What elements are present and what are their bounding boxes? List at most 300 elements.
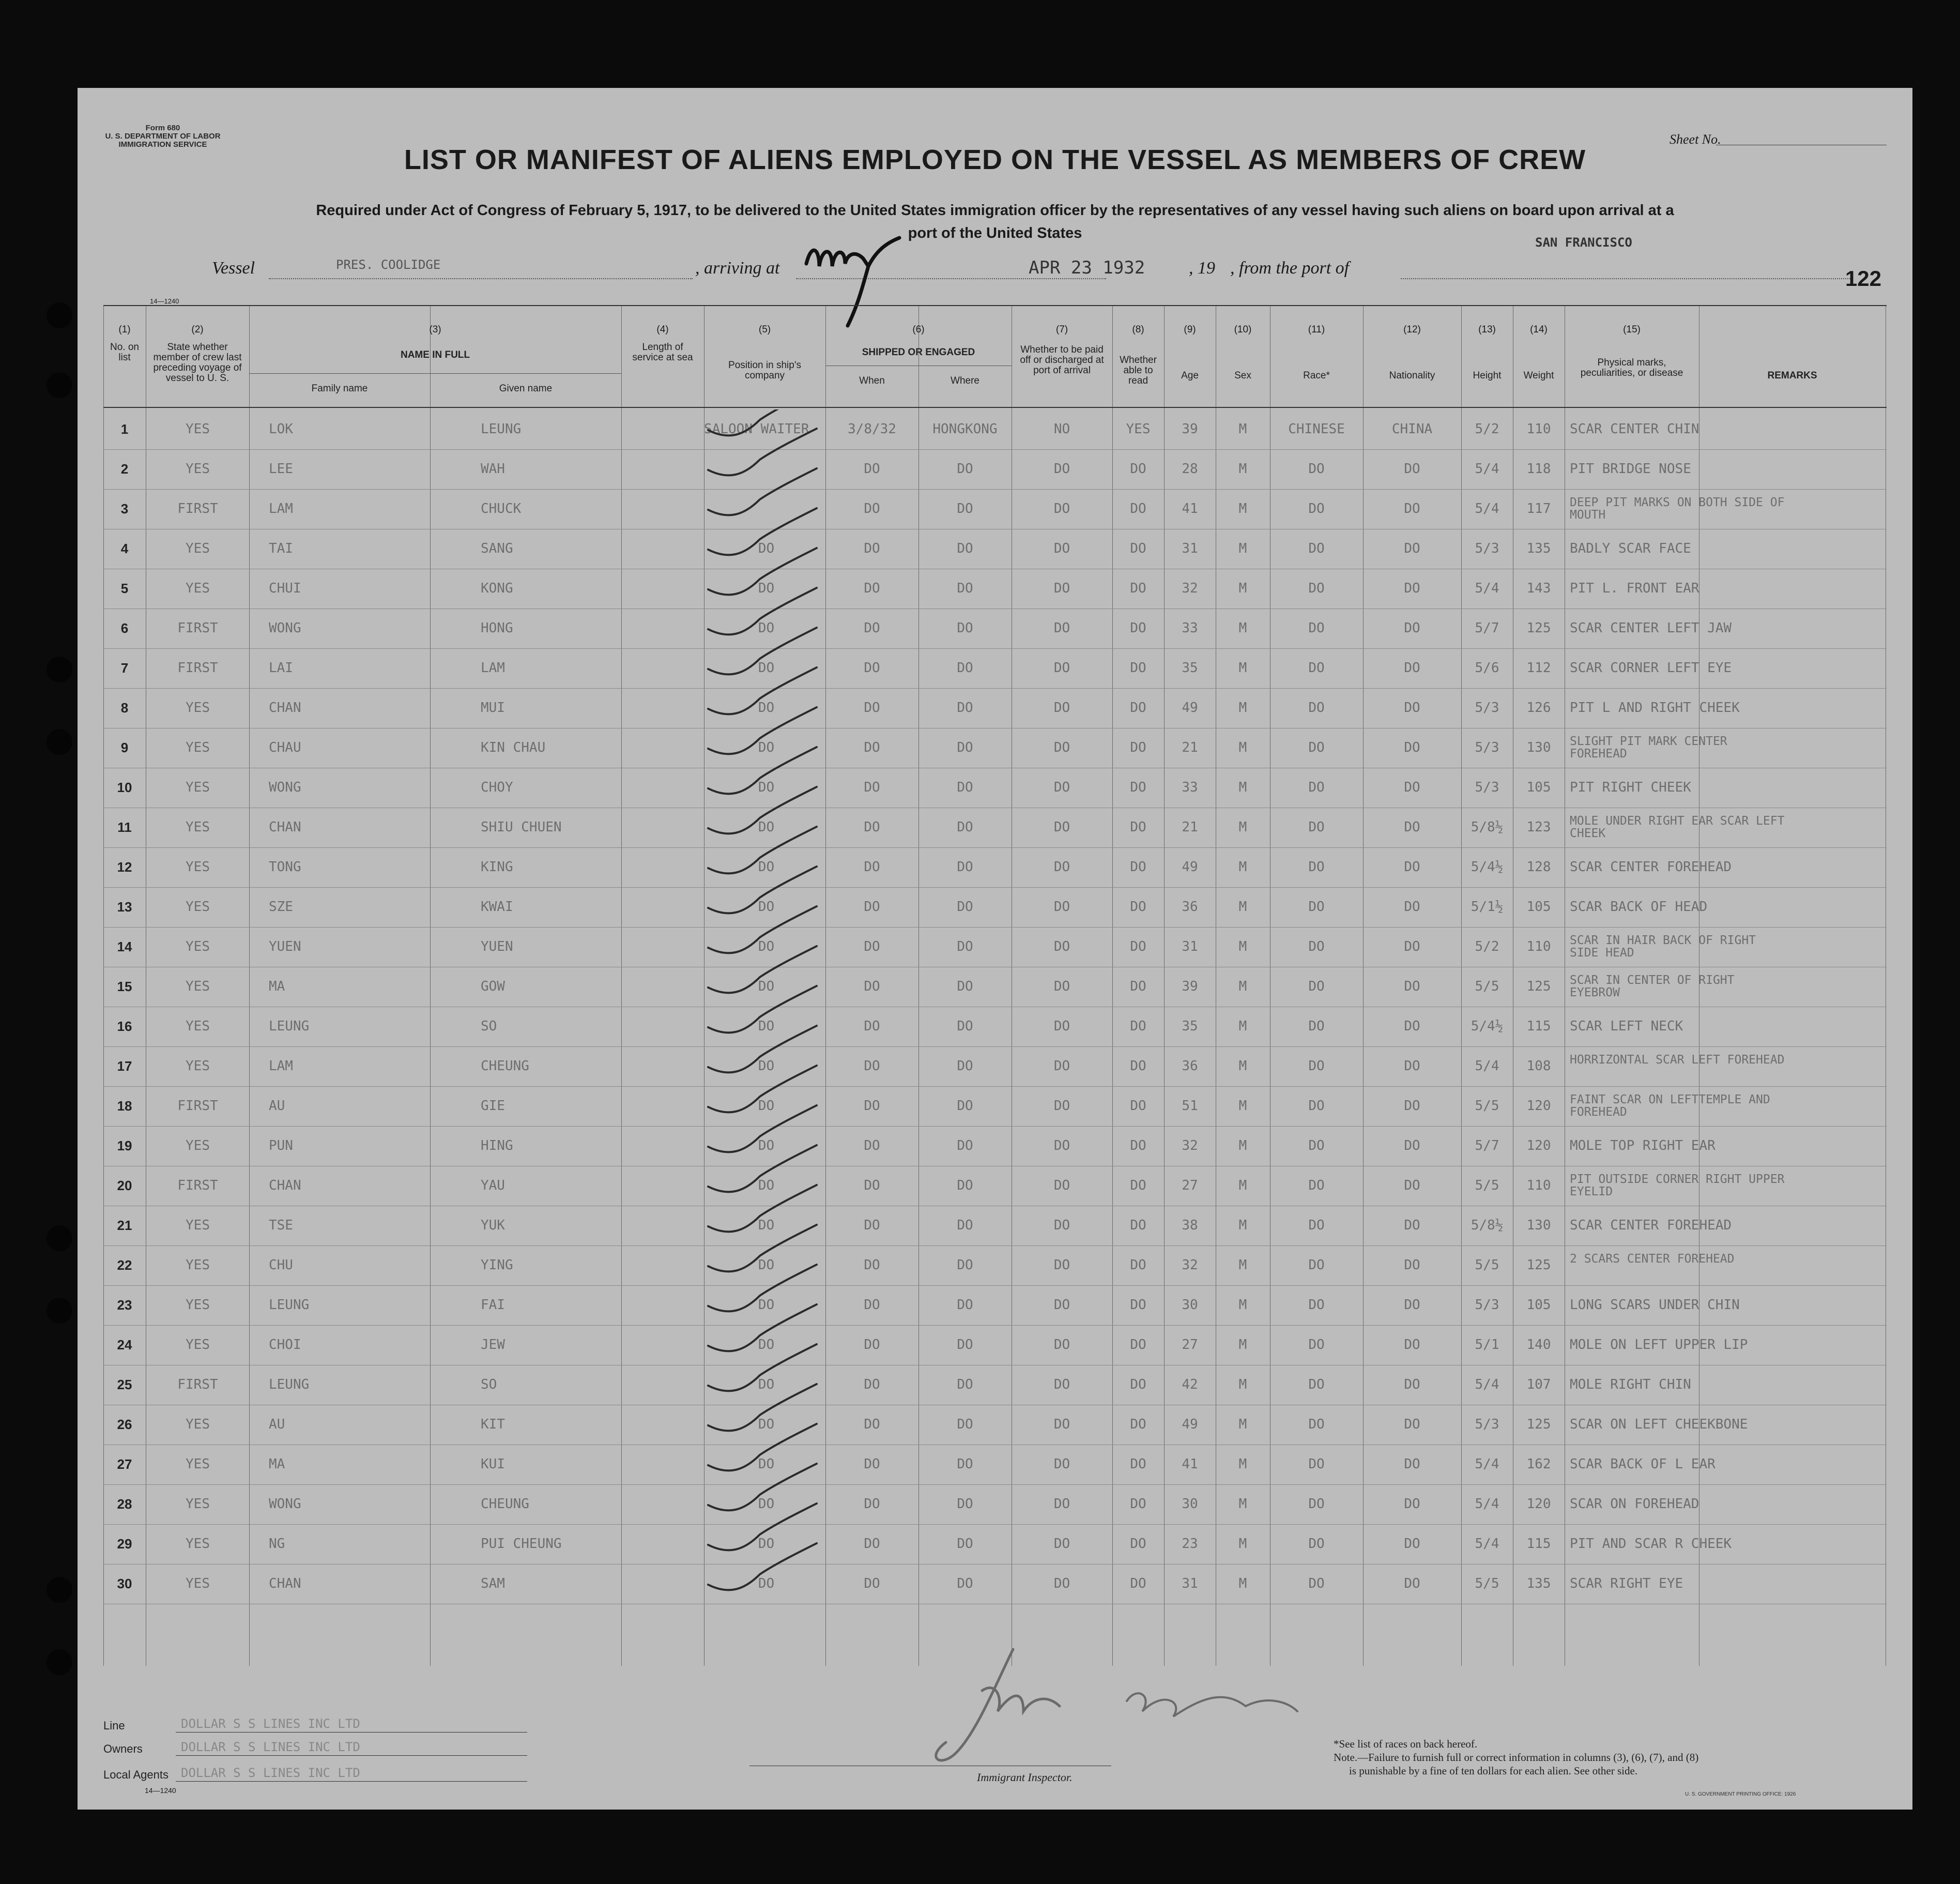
year-label: , 19 — [1189, 259, 1215, 278]
shipped-when: DO — [864, 1576, 880, 1591]
shipped-where: DO — [957, 620, 973, 636]
able-to-read: DO — [1130, 1337, 1146, 1353]
table-row — [103, 1405, 1887, 1445]
able-to-read: DO — [1130, 1377, 1146, 1392]
table-row — [103, 409, 1887, 450]
height: 5/6 — [1475, 660, 1499, 676]
shipped-when: DO — [864, 620, 880, 636]
paid-off: DO — [1053, 1297, 1070, 1313]
position: DO — [758, 979, 775, 994]
col-num-10: (10) — [1234, 324, 1252, 335]
position: DO — [758, 939, 775, 954]
given-name: HONG — [481, 620, 513, 636]
shipped-when: DO — [864, 1496, 880, 1512]
race: DO — [1308, 1297, 1325, 1313]
able-to-read: DO — [1130, 541, 1146, 556]
binder-hole — [47, 729, 72, 755]
previous-voyage: YES — [186, 581, 210, 596]
shipped-where: DO — [957, 501, 973, 516]
race: DO — [1308, 859, 1325, 875]
nationality: DO — [1404, 1178, 1420, 1193]
agents-form-code: 14—1240 — [145, 1786, 176, 1795]
check-marks — [698, 409, 843, 1609]
row-number: 17 — [117, 1058, 132, 1074]
family-name: CHOI — [269, 1337, 301, 1353]
shipped-when: DO — [864, 1257, 880, 1273]
col-num-3: (3) — [429, 324, 441, 335]
paid-off: DO — [1053, 620, 1070, 636]
vessel-field — [269, 278, 693, 279]
shipped-where: DO — [957, 541, 973, 556]
position: DO — [758, 1417, 775, 1432]
physical-marks: SLIGHT PIT MARK CENTER FOREHEAD — [1570, 735, 1727, 761]
table-row — [103, 1325, 1887, 1365]
col-head-height: Height — [1473, 370, 1502, 381]
col-head-name: NAME IN FULL — [400, 350, 470, 360]
age: 32 — [1182, 1257, 1198, 1273]
shipped-when: DO — [864, 1337, 880, 1353]
col-head-where: Where — [951, 375, 979, 386]
table-row — [103, 1564, 1887, 1604]
line-value: DOLLAR S S LINES INC LTD — [181, 1716, 360, 1731]
given-name: KUI — [481, 1456, 505, 1472]
physical-marks: MOLE UNDER RIGHT EAR SCAR LEFT CHEEK — [1570, 814, 1785, 840]
family-name: TAI — [269, 541, 293, 556]
col-num-6: (6) — [912, 324, 925, 335]
able-to-read: DO — [1130, 1218, 1146, 1233]
family-name: WONG — [269, 1496, 301, 1512]
race: DO — [1308, 1178, 1325, 1193]
previous-voyage: YES — [186, 780, 210, 795]
given-name: SO — [481, 1377, 497, 1392]
weight: 120 — [1526, 1496, 1551, 1512]
shipped-when: DO — [864, 1019, 880, 1034]
age: 42 — [1182, 1377, 1198, 1392]
weight: 112 — [1526, 660, 1551, 676]
sex: M — [1238, 899, 1247, 915]
previous-voyage: YES — [186, 1337, 210, 1353]
binder-hole — [47, 1577, 72, 1603]
note-fine-2: is punishable by a fine of ten dollars for each alien. See other side. — [1349, 1765, 1638, 1777]
row-number: 4 — [120, 541, 129, 556]
age: 32 — [1182, 1138, 1198, 1153]
nationality: DO — [1404, 1337, 1420, 1353]
sex: M — [1238, 1496, 1247, 1512]
height: 5/4 — [1475, 1058, 1499, 1074]
able-to-read: DO — [1130, 979, 1146, 994]
position: DO — [758, 1496, 775, 1512]
family-name: MA — [269, 979, 285, 994]
position: DO — [758, 1377, 775, 1392]
table-row — [103, 847, 1887, 888]
given-name: SHIU CHUEN — [481, 819, 562, 835]
position: DO — [758, 1536, 775, 1552]
race: DO — [1308, 1337, 1325, 1353]
physical-marks: PIT OUTSIDE CORNER RIGHT UPPER EYELID — [1570, 1173, 1785, 1198]
shipped-when: DO — [864, 1138, 880, 1153]
given-name: CHEUNG — [481, 1058, 529, 1074]
shipped-where: DO — [957, 1098, 973, 1114]
height: 5/3 — [1475, 541, 1499, 556]
given-name: YAU — [481, 1178, 505, 1193]
nationality: DO — [1404, 1496, 1420, 1512]
weight: 123 — [1526, 819, 1551, 835]
height: 5/4 — [1475, 461, 1499, 477]
col-num-11: (11) — [1308, 324, 1325, 335]
shipped-where: DO — [957, 1337, 973, 1353]
table-row — [103, 967, 1887, 1007]
col-head-position: Position in ship's company — [728, 360, 801, 381]
given-name: YUEN — [481, 939, 513, 954]
height: 5/5 — [1475, 1257, 1499, 1273]
position: DO — [758, 859, 775, 875]
weight: 140 — [1526, 1337, 1551, 1353]
sex: M — [1238, 1456, 1247, 1472]
physical-marks: PIT L AND RIGHT CHEEK — [1570, 700, 1740, 716]
row-number: 6 — [120, 620, 129, 636]
physical-marks: DEEP PIT MARKS ON BOTH SIDE OF MOUTH — [1570, 496, 1785, 522]
race: DO — [1308, 1218, 1325, 1233]
height: 5/4 — [1475, 581, 1499, 596]
able-to-read: DO — [1130, 700, 1146, 716]
sex: M — [1238, 1058, 1247, 1074]
sex: M — [1238, 660, 1247, 676]
previous-voyage: YES — [186, 461, 210, 477]
height: 5/8½ — [1471, 819, 1504, 835]
position: DO — [758, 1337, 775, 1353]
from-port-label: , from the port of — [1230, 259, 1350, 278]
row-number: 28 — [117, 1496, 132, 1512]
weight: 125 — [1526, 1417, 1551, 1432]
paid-off: DO — [1053, 859, 1070, 875]
col-num-4: (4) — [656, 324, 669, 335]
able-to-read: DO — [1130, 1098, 1146, 1114]
shipped-when: DO — [864, 581, 880, 596]
weight: 105 — [1526, 899, 1551, 915]
position: DO — [758, 541, 775, 556]
race: DO — [1308, 700, 1325, 716]
previous-voyage: FIRST — [177, 660, 218, 676]
sex: M — [1238, 501, 1247, 516]
race: DO — [1308, 939, 1325, 954]
shipped-when: DO — [864, 859, 880, 875]
family-name: LAM — [269, 501, 293, 516]
weight: 135 — [1526, 541, 1551, 556]
given-name: FAI — [481, 1297, 505, 1313]
shipped-where: DO — [957, 1218, 973, 1233]
row-number: 24 — [117, 1337, 132, 1353]
header-bottom-rule — [103, 407, 1887, 408]
family-name: MA — [269, 1456, 285, 1472]
table-row — [103, 1484, 1887, 1525]
height: 5/4 — [1475, 1377, 1499, 1392]
position: DO — [758, 819, 775, 835]
col-head-no: No. on list — [110, 342, 139, 363]
col-head-length-service: Length of service at sea — [632, 342, 693, 363]
height: 5/1 — [1475, 1337, 1499, 1353]
position: DO — [758, 1576, 775, 1591]
col-head-given-name: Given name — [499, 383, 553, 394]
race: DO — [1308, 541, 1325, 556]
row-number: 30 — [117, 1576, 132, 1591]
table-row — [103, 1007, 1887, 1047]
paid-off: DO — [1053, 700, 1070, 716]
shipped-where: DO — [957, 899, 973, 915]
shipped-where: DO — [957, 660, 973, 676]
able-to-read: DO — [1130, 859, 1146, 875]
sex: M — [1238, 620, 1247, 636]
row-number: 2 — [120, 461, 129, 477]
nationality: DO — [1404, 461, 1420, 477]
previous-voyage: FIRST — [177, 1098, 218, 1114]
table-row — [103, 1166, 1887, 1206]
shipped-when: DO — [864, 1377, 880, 1392]
weight: 107 — [1526, 1377, 1551, 1392]
family-name: LAI — [269, 660, 293, 676]
agents-value: DOLLAR S S LINES INC LTD — [181, 1766, 360, 1780]
given-name: CHOY — [481, 780, 513, 795]
weight: 143 — [1526, 581, 1551, 596]
given-name: CHEUNG — [481, 1496, 529, 1512]
nationality: DO — [1404, 1257, 1420, 1273]
shipped-when: DO — [864, 1058, 880, 1074]
row-number: 5 — [120, 581, 129, 596]
table-row — [103, 569, 1887, 609]
shipped-where: DO — [957, 1257, 973, 1273]
weight: 110 — [1526, 1178, 1551, 1193]
race: DO — [1308, 1456, 1325, 1472]
sex: M — [1238, 700, 1247, 716]
previous-voyage: YES — [186, 541, 210, 556]
race: DO — [1308, 1536, 1325, 1552]
age: 27 — [1182, 1337, 1198, 1353]
vessel-name: PRES. COOLIDGE — [336, 257, 441, 272]
shipped-when: DO — [864, 1297, 880, 1313]
row-number: 11 — [117, 819, 132, 835]
port-field — [1401, 278, 1850, 279]
table-row — [103, 927, 1887, 967]
given-name: KIN CHAU — [481, 740, 546, 755]
physical-marks: PIT BRIDGE NOSE — [1570, 461, 1691, 477]
check-mark — [708, 409, 817, 435]
shipped-when: DO — [864, 939, 880, 954]
weight: 108 — [1526, 1058, 1551, 1074]
family-name: CHU — [269, 1257, 293, 1273]
paid-off: DO — [1053, 899, 1070, 915]
col-num-13: (13) — [1478, 324, 1496, 335]
family-name: PUN — [269, 1138, 293, 1153]
paid-off: DO — [1053, 581, 1070, 596]
row-number: 3 — [120, 501, 129, 516]
physical-marks: HORRIZONTAL SCAR LEFT FOREHEAD — [1570, 1053, 1785, 1067]
binder-hole — [47, 1298, 72, 1324]
row-number: 9 — [120, 740, 129, 755]
col-num-14: (14) — [1530, 324, 1548, 335]
race: DO — [1308, 979, 1325, 994]
nationality: DO — [1404, 1098, 1420, 1114]
paid-off: DO — [1053, 461, 1070, 477]
sex: M — [1238, 979, 1247, 994]
subtitle-line-2: port of the United States — [908, 225, 1082, 241]
paid-off: DO — [1053, 1257, 1070, 1273]
table-row — [103, 1206, 1887, 1246]
service-name: IMMIGRATION SERVICE — [118, 140, 207, 149]
col-num-15: (15) — [1623, 324, 1641, 335]
note-races: *See list of races on back hereof. — [1334, 1738, 1478, 1750]
position: DO — [758, 899, 775, 915]
age: 27 — [1182, 1178, 1198, 1193]
shipped-where: DO — [957, 1058, 973, 1074]
age: 30 — [1182, 1297, 1198, 1313]
shipped-when: DO — [864, 780, 880, 795]
nationality: DO — [1404, 1576, 1420, 1591]
weight: 110 — [1526, 421, 1551, 437]
previous-voyage: FIRST — [177, 620, 218, 636]
previous-voyage: YES — [186, 1456, 210, 1472]
col-head-nationality: Nationality — [1389, 370, 1435, 381]
table-row — [103, 1245, 1887, 1286]
physical-marks: PIT AND SCAR R CHEEK — [1570, 1536, 1732, 1552]
page-subtitle — [78, 199, 1912, 245]
col-head-shipped: SHIPPED OR ENGAGED — [862, 347, 975, 358]
age: 39 — [1182, 421, 1198, 437]
col-head-remarks: REMARKS — [1767, 370, 1817, 381]
paid-off: DO — [1053, 1098, 1070, 1114]
form-code: 14—1240 — [150, 297, 179, 305]
able-to-read: DO — [1130, 780, 1146, 795]
paid-off: DO — [1053, 819, 1070, 835]
shipped-where: DO — [957, 819, 973, 835]
position: DO — [758, 700, 775, 716]
shipped-when: DO — [864, 660, 880, 676]
owners-field — [176, 1755, 527, 1756]
row-number: 22 — [117, 1257, 132, 1273]
family-name: LEE — [269, 461, 293, 477]
weight: 110 — [1526, 939, 1551, 954]
family-name: WONG — [269, 780, 301, 795]
note-fine-1: Note.—Failure to furnish full or correct information in columns (3), (6), (7), and (8) — [1334, 1751, 1699, 1764]
shipped-where: DO — [957, 740, 973, 755]
age: 33 — [1182, 620, 1198, 636]
printing-office: U. S. GOVERNMENT PRINTING OFFICE: 1926 — [1685, 1791, 1796, 1797]
race: CHINESE — [1288, 421, 1345, 437]
height: 5/3 — [1475, 1417, 1499, 1432]
row-number: 1 — [120, 421, 129, 437]
sex: M — [1238, 1019, 1247, 1034]
shipped-when: DO — [864, 1536, 880, 1552]
race: DO — [1308, 899, 1325, 915]
height: 5/7 — [1475, 620, 1499, 636]
physical-marks: SCAR LEFT NECK — [1570, 1019, 1683, 1034]
given-name: PUI CHEUNG — [481, 1536, 562, 1552]
nationality: DO — [1404, 1536, 1420, 1552]
weight: 115 — [1526, 1019, 1551, 1034]
previous-voyage: FIRST — [177, 1377, 218, 1392]
table-row — [103, 887, 1887, 928]
shipped-where: DO — [957, 700, 973, 716]
col-head-race: Race* — [1303, 370, 1330, 381]
family-name: SZE — [269, 899, 293, 915]
table-row — [103, 1365, 1887, 1405]
able-to-read: DO — [1130, 899, 1146, 915]
position: DO — [758, 620, 775, 636]
age: 32 — [1182, 581, 1198, 596]
height: 5/4 — [1475, 1536, 1499, 1552]
age: 39 — [1182, 979, 1198, 994]
given-name: KING — [481, 859, 513, 875]
physical-marks: 2 SCARS CENTER FOREHEAD — [1570, 1252, 1735, 1266]
table-row — [103, 529, 1887, 569]
table-row — [103, 648, 1887, 689]
col-num-5: (5) — [758, 324, 771, 335]
weight: 105 — [1526, 1297, 1551, 1313]
weight: 118 — [1526, 461, 1551, 477]
given-name: JEW — [481, 1337, 505, 1353]
height: 5/2 — [1475, 939, 1499, 954]
able-to-read: DO — [1130, 660, 1146, 676]
able-to-read: DO — [1130, 1576, 1146, 1591]
sheet-label: Sheet No. — [1670, 132, 1721, 147]
previous-voyage: YES — [186, 1019, 210, 1034]
shipped-when: 3/8/32 — [848, 421, 896, 437]
col-head-able-read: Whether able to read — [1120, 355, 1157, 386]
family-name: CHUI — [269, 581, 301, 596]
shipped-where: DO — [957, 1019, 973, 1034]
race: DO — [1308, 660, 1325, 676]
height: 5/3 — [1475, 780, 1499, 795]
able-to-read: DO — [1130, 1058, 1146, 1074]
race: DO — [1308, 1257, 1325, 1273]
arriving-label: , arriving at — [695, 259, 780, 278]
sex: M — [1238, 1576, 1247, 1591]
race: DO — [1308, 1098, 1325, 1114]
department-name: U. S. DEPARTMENT OF LABOR — [105, 132, 221, 141]
shipped-when: DO — [864, 700, 880, 716]
age: 21 — [1182, 740, 1198, 755]
row-number: 29 — [117, 1536, 132, 1552]
able-to-read: DO — [1130, 620, 1146, 636]
weight: 105 — [1526, 780, 1551, 795]
physical-marks: FAINT SCAR ON LEFTTEMPLE AND FOREHEAD — [1570, 1093, 1770, 1119]
race: DO — [1308, 1058, 1325, 1074]
binder-hole — [47, 1649, 72, 1675]
shipped-when: DO — [864, 979, 880, 994]
col-num-12: (12) — [1403, 324, 1421, 335]
shipped-where: DO — [957, 461, 973, 477]
physical-marks: SCAR CENTER FOREHEAD — [1570, 859, 1732, 875]
shipped-where: DO — [957, 1178, 973, 1193]
sex: M — [1238, 819, 1247, 835]
nationality: DO — [1404, 1456, 1420, 1472]
age: 33 — [1182, 780, 1198, 795]
sex: M — [1238, 1297, 1247, 1313]
crew-table — [103, 305, 1887, 1666]
position: DO — [758, 780, 775, 795]
binder-hole — [47, 372, 72, 398]
nationality: DO — [1404, 700, 1420, 716]
paid-off: DO — [1053, 1138, 1070, 1153]
sex: M — [1238, 1138, 1247, 1153]
physical-marks: SCAR IN CENTER OF RIGHT EYEBROW — [1570, 974, 1735, 999]
shipped-when: DO — [864, 1456, 880, 1472]
age: 31 — [1182, 939, 1198, 954]
position: DO — [758, 1456, 775, 1472]
position: DO — [758, 1297, 775, 1313]
shipped-where: DO — [957, 1297, 973, 1313]
age: 49 — [1182, 700, 1198, 716]
paid-off: DO — [1053, 1019, 1070, 1034]
height: 5/1½ — [1471, 899, 1504, 915]
